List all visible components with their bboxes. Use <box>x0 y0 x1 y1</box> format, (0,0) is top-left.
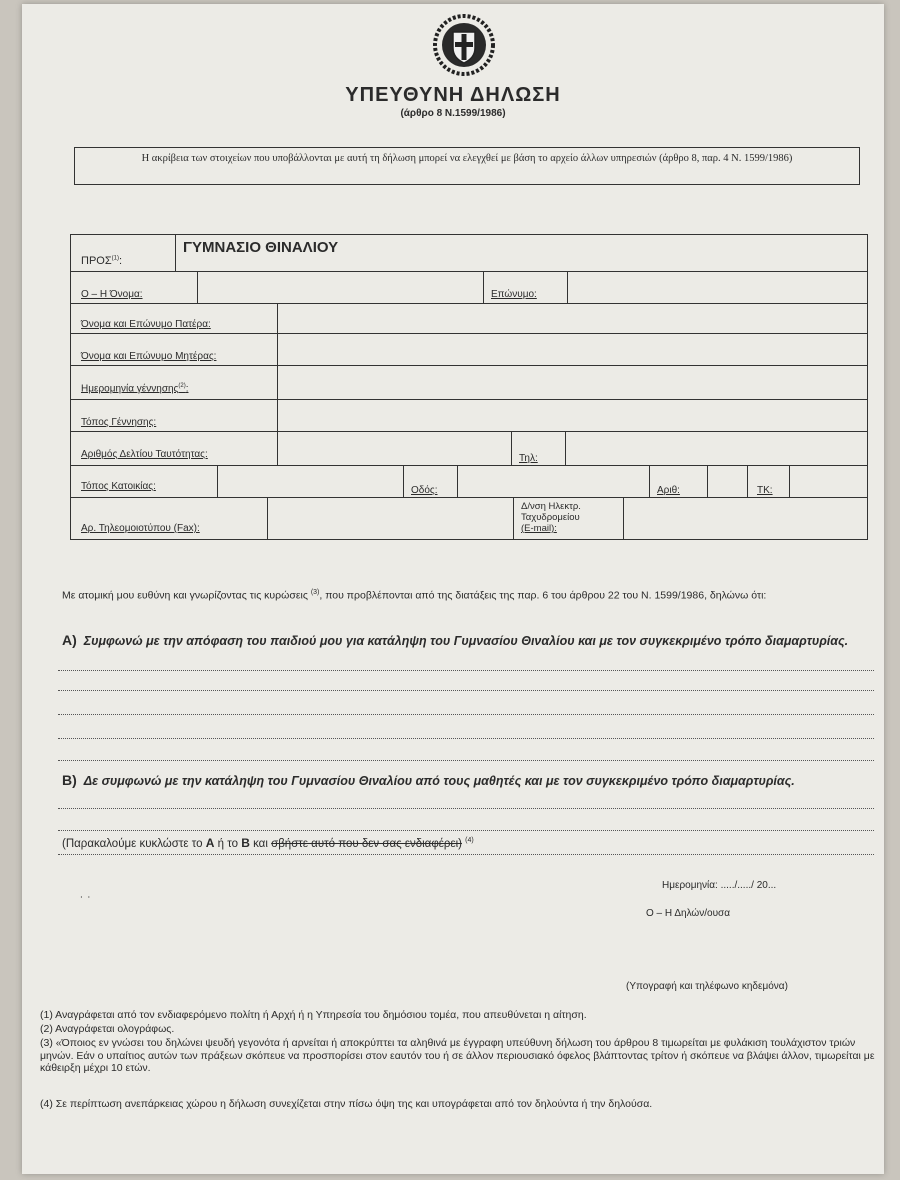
dotted-line <box>58 830 874 831</box>
surname-label: Επώνυμο: <box>491 289 537 300</box>
recipient-school: ΓΥΜΝΑΣΙΟ ΘΙΝΑΛΙΟΥ <box>183 239 339 256</box>
document-subtitle: (άρθρο 8 Ν.1599/1986) <box>400 108 506 119</box>
signature-label: (Υπογραφή και τηλέφωνο κηδεμόνα) <box>626 981 788 992</box>
birthplace-label: Τόπος Γέννησης: <box>81 417 157 428</box>
footnote-1: (1) Αναγράφεται από τον ενδιαφερόμενο πολίτη ή Αρχή ή η Υπηρεσία του δημόσιου τομέα, που απευθύνεται η αίτηση. <box>40 1009 587 1021</box>
declarant-label: Ο – Η Δηλών/ουσα <box>646 908 731 919</box>
pros-label: ΠΡΟΣ$^{(1)}$: <box>81 255 123 267</box>
circle-instruction: (Παρακαλούμε κυκλώστε το Α ή το Β και σβήστε αυτό που δεν σας ενδιαφέρει) $^{(4)}$ <box>62 836 474 850</box>
father-name-label: Όνομα και Επώνυμο Πατέρα: <box>81 319 211 330</box>
date-field: Ημερομηνία: ...../...../ 20... <box>662 880 777 891</box>
dotted-line <box>58 760 874 761</box>
footnote-2: (2) Αναγράφεται ολογράφως. <box>40 1023 175 1035</box>
dotted-line <box>58 808 874 809</box>
email-label: Δ/νση Ηλεκτρ. Ταχυδρομείου (E-mail): <box>521 501 581 534</box>
declarant-details-form <box>70 234 868 540</box>
residence-label: Τόπος Κατοικίας: <box>81 481 156 492</box>
mother-name-label: Όνομα και Επώνυμο Μητέρας: <box>81 351 217 362</box>
document-title: ΥΠΕΥΘΥΝΗ ΔΗΛΩΣΗ <box>345 84 561 106</box>
dotted-line <box>58 670 874 671</box>
dotted-line <box>58 714 874 715</box>
dotted-line <box>58 854 874 855</box>
postcode-label: ΤΚ: <box>757 485 773 496</box>
accuracy-notice: Η ακρίβεια των στοιχείων που υποβάλλονται με αυτή τη δήλωση μπορεί να ελεγχθεί με βάση το αρχείο άλλων υπηρεσιών (άρθρο 8, παρ. 4 Ν. 1599/1986) <box>74 147 860 185</box>
fax-label: Αρ. Τηλεομοιοτύπου (Fax): <box>81 523 200 534</box>
footnote-3: (3) «Όποιος εν γνώσει του δηλώνει ψευδή γεγονότα ή αρνείται ή αποκρύπτει τα αληθινά με έγγραφη υπεύθυνη δήλωση του άρθρου 8 τιμωρείται με φυλάκιση τουλάχιστον τριών μηνών. Εάν ο υπαίτιος αυτών των πράξεων σκόπευε να προσπορίσει στον εαυτόν του ή σε άλλον περιουσιακό όφελος βλάπτοντας τρίτον ή σκόπευε να βλάψει άλλον, τιμωρείται με κάθειρξη μέχρι 10 ετών. <box>40 1037 875 1074</box>
declaration-sheet <box>22 4 884 1174</box>
dotted-line <box>58 690 874 691</box>
stray-mark: ˙ ˙ <box>80 894 92 908</box>
phone-label: Τηλ: <box>519 453 538 464</box>
footnote-4: (4) Σε περίπτωση ανεπάρκειας χώρου η δήλωση συνεχίζεται στην πίσω όψη της και υπογράφεται από τον δηλούντα ή την δηλούσα. <box>40 1098 653 1110</box>
greek-coat-of-arms-icon <box>433 14 495 76</box>
dotted-line <box>58 738 874 739</box>
number-label: Αριθ: <box>657 485 680 496</box>
street-label: Οδός: <box>411 485 438 496</box>
declaration-intro: Με ατομική μου ευθύνη και γνωρίζοντας τις κυρώσεις $^{(3)}$, που προβλέπονται από της διατάξεις της παρ. 6 του άρθρου 22 του Ν. 1599/1986, δηλώνω ότι: <box>62 589 767 602</box>
option-a-agree: Α) Συμφωνώ με την απόφαση του παιδιού μου για κατάληψη του Γυμνασίου Θιναλίου και με τον συγκεκριμένο τρόπο διαμαρτυρίας. <box>62 632 849 648</box>
birthdate-label: Ημερομηνία γέννησης$^{(2)}$: <box>81 383 189 395</box>
option-b-disagree: Β) Δε συμφωνώ με την κατάληψη του Γυμνασίου Θιναλίου από τους μαθητές και με τον συγκεκριμένο τρόπο διαμαρτυρίας. <box>62 772 795 788</box>
id-number-label: Αριθμός Δελτίου Ταυτότητας: <box>81 449 208 460</box>
name-label: Ο – Η Όνομα: <box>81 289 143 300</box>
